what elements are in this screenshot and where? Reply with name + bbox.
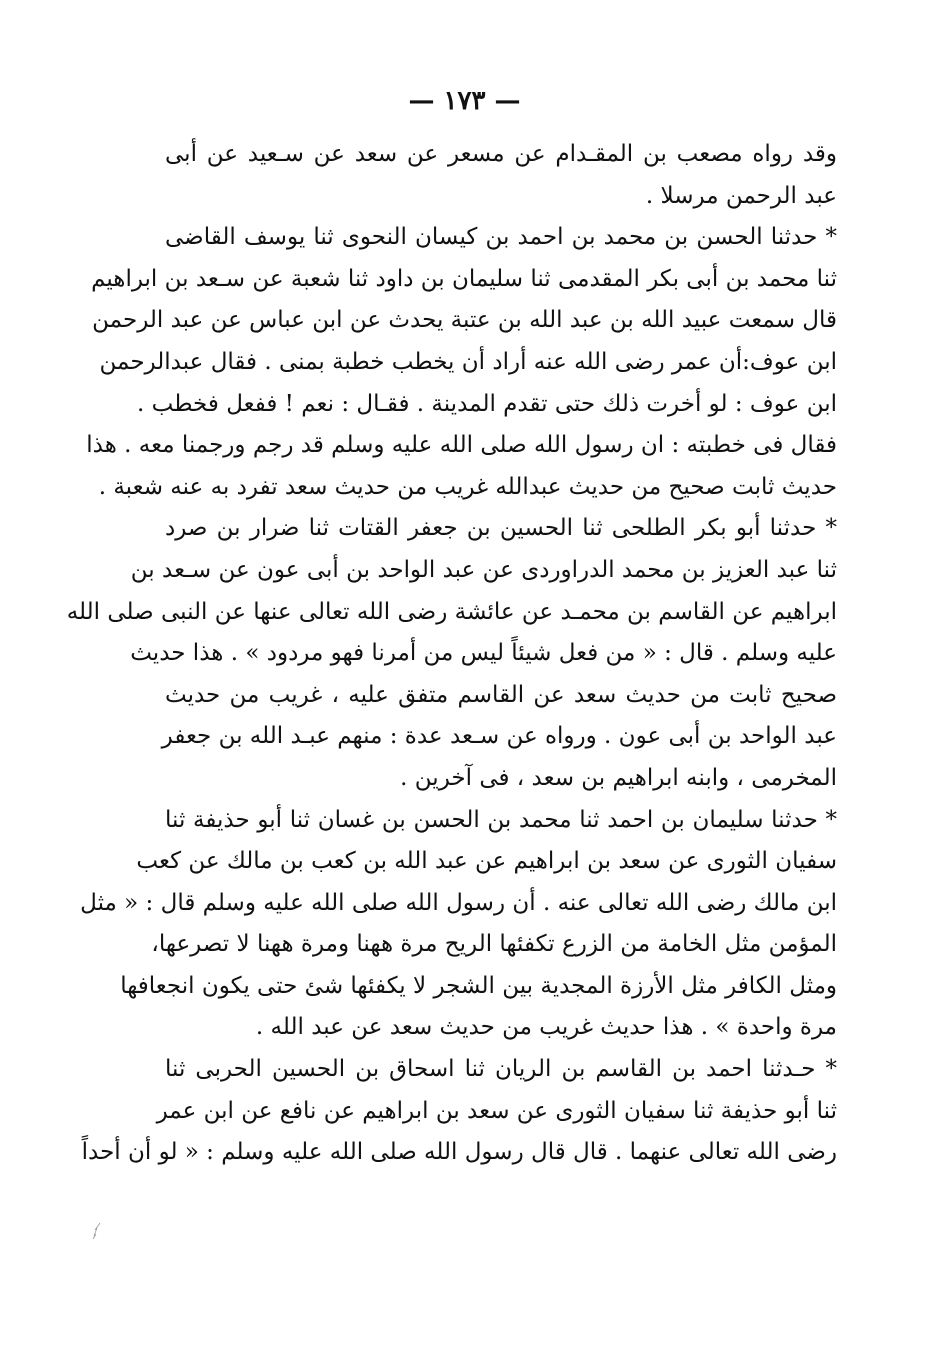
text-line: المؤمن مثل الخامة من الزرع تكفئها الريح مرة ههنا ومرة ههنا لا تصرعها، (151, 931, 837, 958)
text-line: * حـدثنا احمد بن القاسم بن الريان ثنا اسحاق بن الحسين الحربى ثنا (165, 1056, 837, 1083)
text-line: * حدثنا أبو بكر الطلحى ثنا الحسين بن جعفر القتات ثنا ضرار بن صرد (165, 515, 837, 542)
text-line: عبد الواحد بن أبى عون . ورواه عن سـعد عدة : منهم عبـد الله بن جعفر (161, 723, 837, 750)
text-line: ثنا محمد بن أبى بكر المقدمى ثنا سليمان بن داود ثنا شعبة عن سـعد بن ابراهيم (91, 265, 837, 292)
text-line: صحيح ثابت من حديث سعد عن القاسم متفق عليه ، غريب من حديث (165, 681, 837, 708)
text-line: رضى الله تعالى عنهما . قال قال رسول الله صلى الله عليه وسلم : « لو أن أحداً (81, 1139, 837, 1166)
text-line: ومثل الكافر مثل الأرزة المجدية بين الشجر لا يكفئها شئ حتى يكون انجعافها (120, 972, 837, 999)
text-line: عليه وسلم . قال : « من فعل شيئاً ليس من أمرنا فهو مردود » . هذا حديث (130, 640, 837, 667)
text-line: حديث ثابت صحيح من حديث عبدالله غريب من حديث سعد تفرد به عنه شعبة . (98, 473, 837, 500)
page-number: — ١٧٣ — (408, 86, 521, 116)
text-line: ابن عوف:أن عمر رضى الله عنه أراد أن يخطب خطبة بمنى . فقال عبدالرحمن (99, 348, 837, 375)
text-line: ثنا عبد العزيز بن محمد الدراوردى عن عبد الواحد بن أبى عون عن سـعد بن (130, 556, 837, 583)
text-line: مرة واحدة » . هذا حديث غريب من حديث سعد عن عبد الله . (255, 1014, 837, 1041)
text-line: * حدثنا سليمان بن احمد ثنا محمد بن الحسن بن غسان ثنا أبو حذيفة ثنا (165, 806, 837, 833)
body-text (66, 134, 837, 1174)
text-line: ابن مالك رضى الله تعالى عنه . أن رسول الله صلى الله عليه وسلم قال : « مثل (80, 889, 837, 916)
text-line: قال سمعت عبيد الله بن عبد الله بن عتبة يحدث عن ابن عباس عن عبد الرحمن (92, 307, 837, 334)
text-line: المخرمى ، وابنه ابراهيم بن سعد ، فى آخرين . (400, 764, 837, 791)
text-line: وقد رواه مصعب بن المقـدام عن مسعر عن سعد عن سـعيد عن أبى (165, 141, 837, 167)
text-line: عبد الرحمن مرسلا . (645, 182, 837, 209)
stray-pen-mark (92, 1222, 102, 1240)
text-line: فقال فى خطبته : ان رسول الله صلى الله عليه وسلم قد رجم ورجمنا معه . هذا (86, 432, 837, 459)
text-line: ابراهيم عن القاسم بن محمـد عن عائشة رضى الله تعالى عنها عن النبى صلى الله (66, 598, 837, 625)
text-line: ثنا أبو حذيفة ثنا سفيان الثورى عن سعد بن ابراهيم عن نافع عن ابن عمر (156, 1097, 837, 1124)
text-line: * حدثنا الحسن بن محمد بن احمد بن كيسان النحوى ثنا يوسف القاضى (165, 224, 837, 251)
text-line: ابن عوف : لو أخرت ذلك حتى تقدم المدينة . فقـال : نعم ! ففعل فخطب . (136, 390, 837, 417)
text-line: سفيان الثورى عن سعد بن ابراهيم عن عبد الله بن كعب بن مالك عن كعب (136, 848, 837, 875)
